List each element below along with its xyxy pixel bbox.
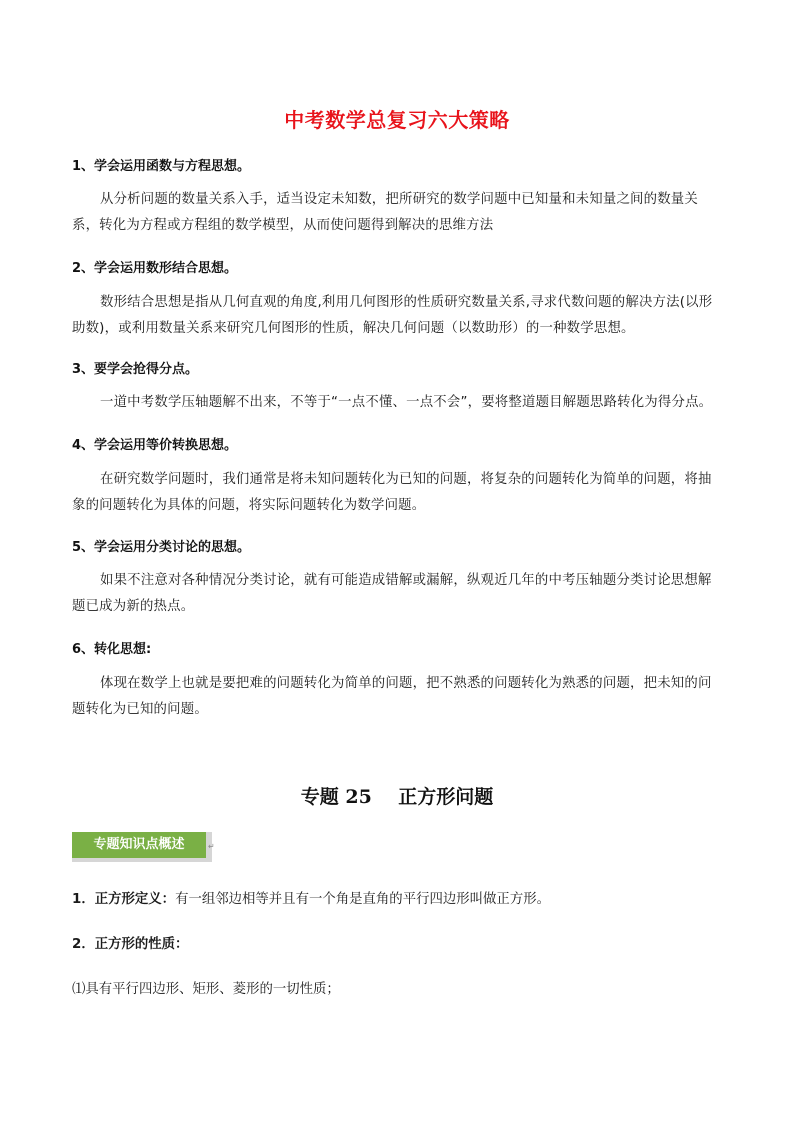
strategy-heading-3: 3、要学会抢得分点。: [72, 362, 199, 377]
knowledge-item-1-text: 有一组邻边相等并且有一个角是直角的平行四边形叫做正方形。: [175, 892, 550, 907]
strategy-heading-4: 4、学会运用等价转换思想。: [72, 438, 238, 453]
strategy-text-1: 从分析问题的数量关系入手，适当设定未知数，把所研究的数学问题中已知量和未知量之间的数量关系，转化为方程或方程组的数学模型，从而使问题得到解决的思维方法: [72, 192, 698, 233]
strategy-heading-1: 1、学会运用函数与方程思想。: [72, 159, 251, 174]
knowledge-item-2: [72, 933, 188, 952]
knowledge-tag-label: 专题知识点概述: [72, 832, 206, 858]
knowledge-item-3: ⑴具有平行四边形、矩形、菱形的一切性质；: [72, 982, 340, 997]
knowledge-tag: [72, 832, 215, 862]
strategy-text-3: 一道中考数学压轴题解不出来，不等于“一点不懂、一点不会”，要将整道题目解题思路转化为得分点。: [100, 395, 713, 410]
strategy-text-5: 如果不注意对各种情况分类讨论，就有可能造成错解或漏解，纵观近几年的中考压轴题分类讨论思想解题已成为新的热点。: [72, 573, 712, 614]
strategy-text-6: 体现在数学上也就是要把难的问题转化为简单的问题，把不熟悉的问题转化为熟悉的问题，把未知的问题转化为已知的问题。: [72, 676, 712, 717]
paragraph-mark-icon: ↵: [208, 842, 215, 851]
strategy-text-2: 数形结合思想是指从几何直观的角度,利用几何图形的性质研究数量关系,寻求代数问题的解决方法(以形助数)，或利用数量关系来研究几何图形的性质，解决几何问题（以数助形）的一种数学思想。: [72, 295, 713, 336]
page-title: 中考数学总复习六大策略: [284, 108, 510, 132]
strategy-heading-6: 6、转化思想:: [72, 642, 152, 657]
knowledge-item-1-label: 1．正方形定义：: [72, 892, 176, 907]
strategy-text-4: 在研究数学问题时，我们通常是将未知问题转化为已知的问题，将复杂的问题转化为简单的问题，将抽象的问题转化为具体的问题，将实际问题转化为数学问题。: [72, 472, 712, 513]
knowledge-item-1: [72, 888, 550, 907]
strategy-heading-2: 2、学会运用数形结合思想。: [72, 261, 238, 276]
strategy-heading-5: 5、学会运用分类讨论的思想。: [72, 540, 251, 555]
knowledge-item-2-label: 2．正方形的性质：: [72, 937, 189, 952]
section-title: 专题 25 正方形问题: [300, 786, 494, 808]
